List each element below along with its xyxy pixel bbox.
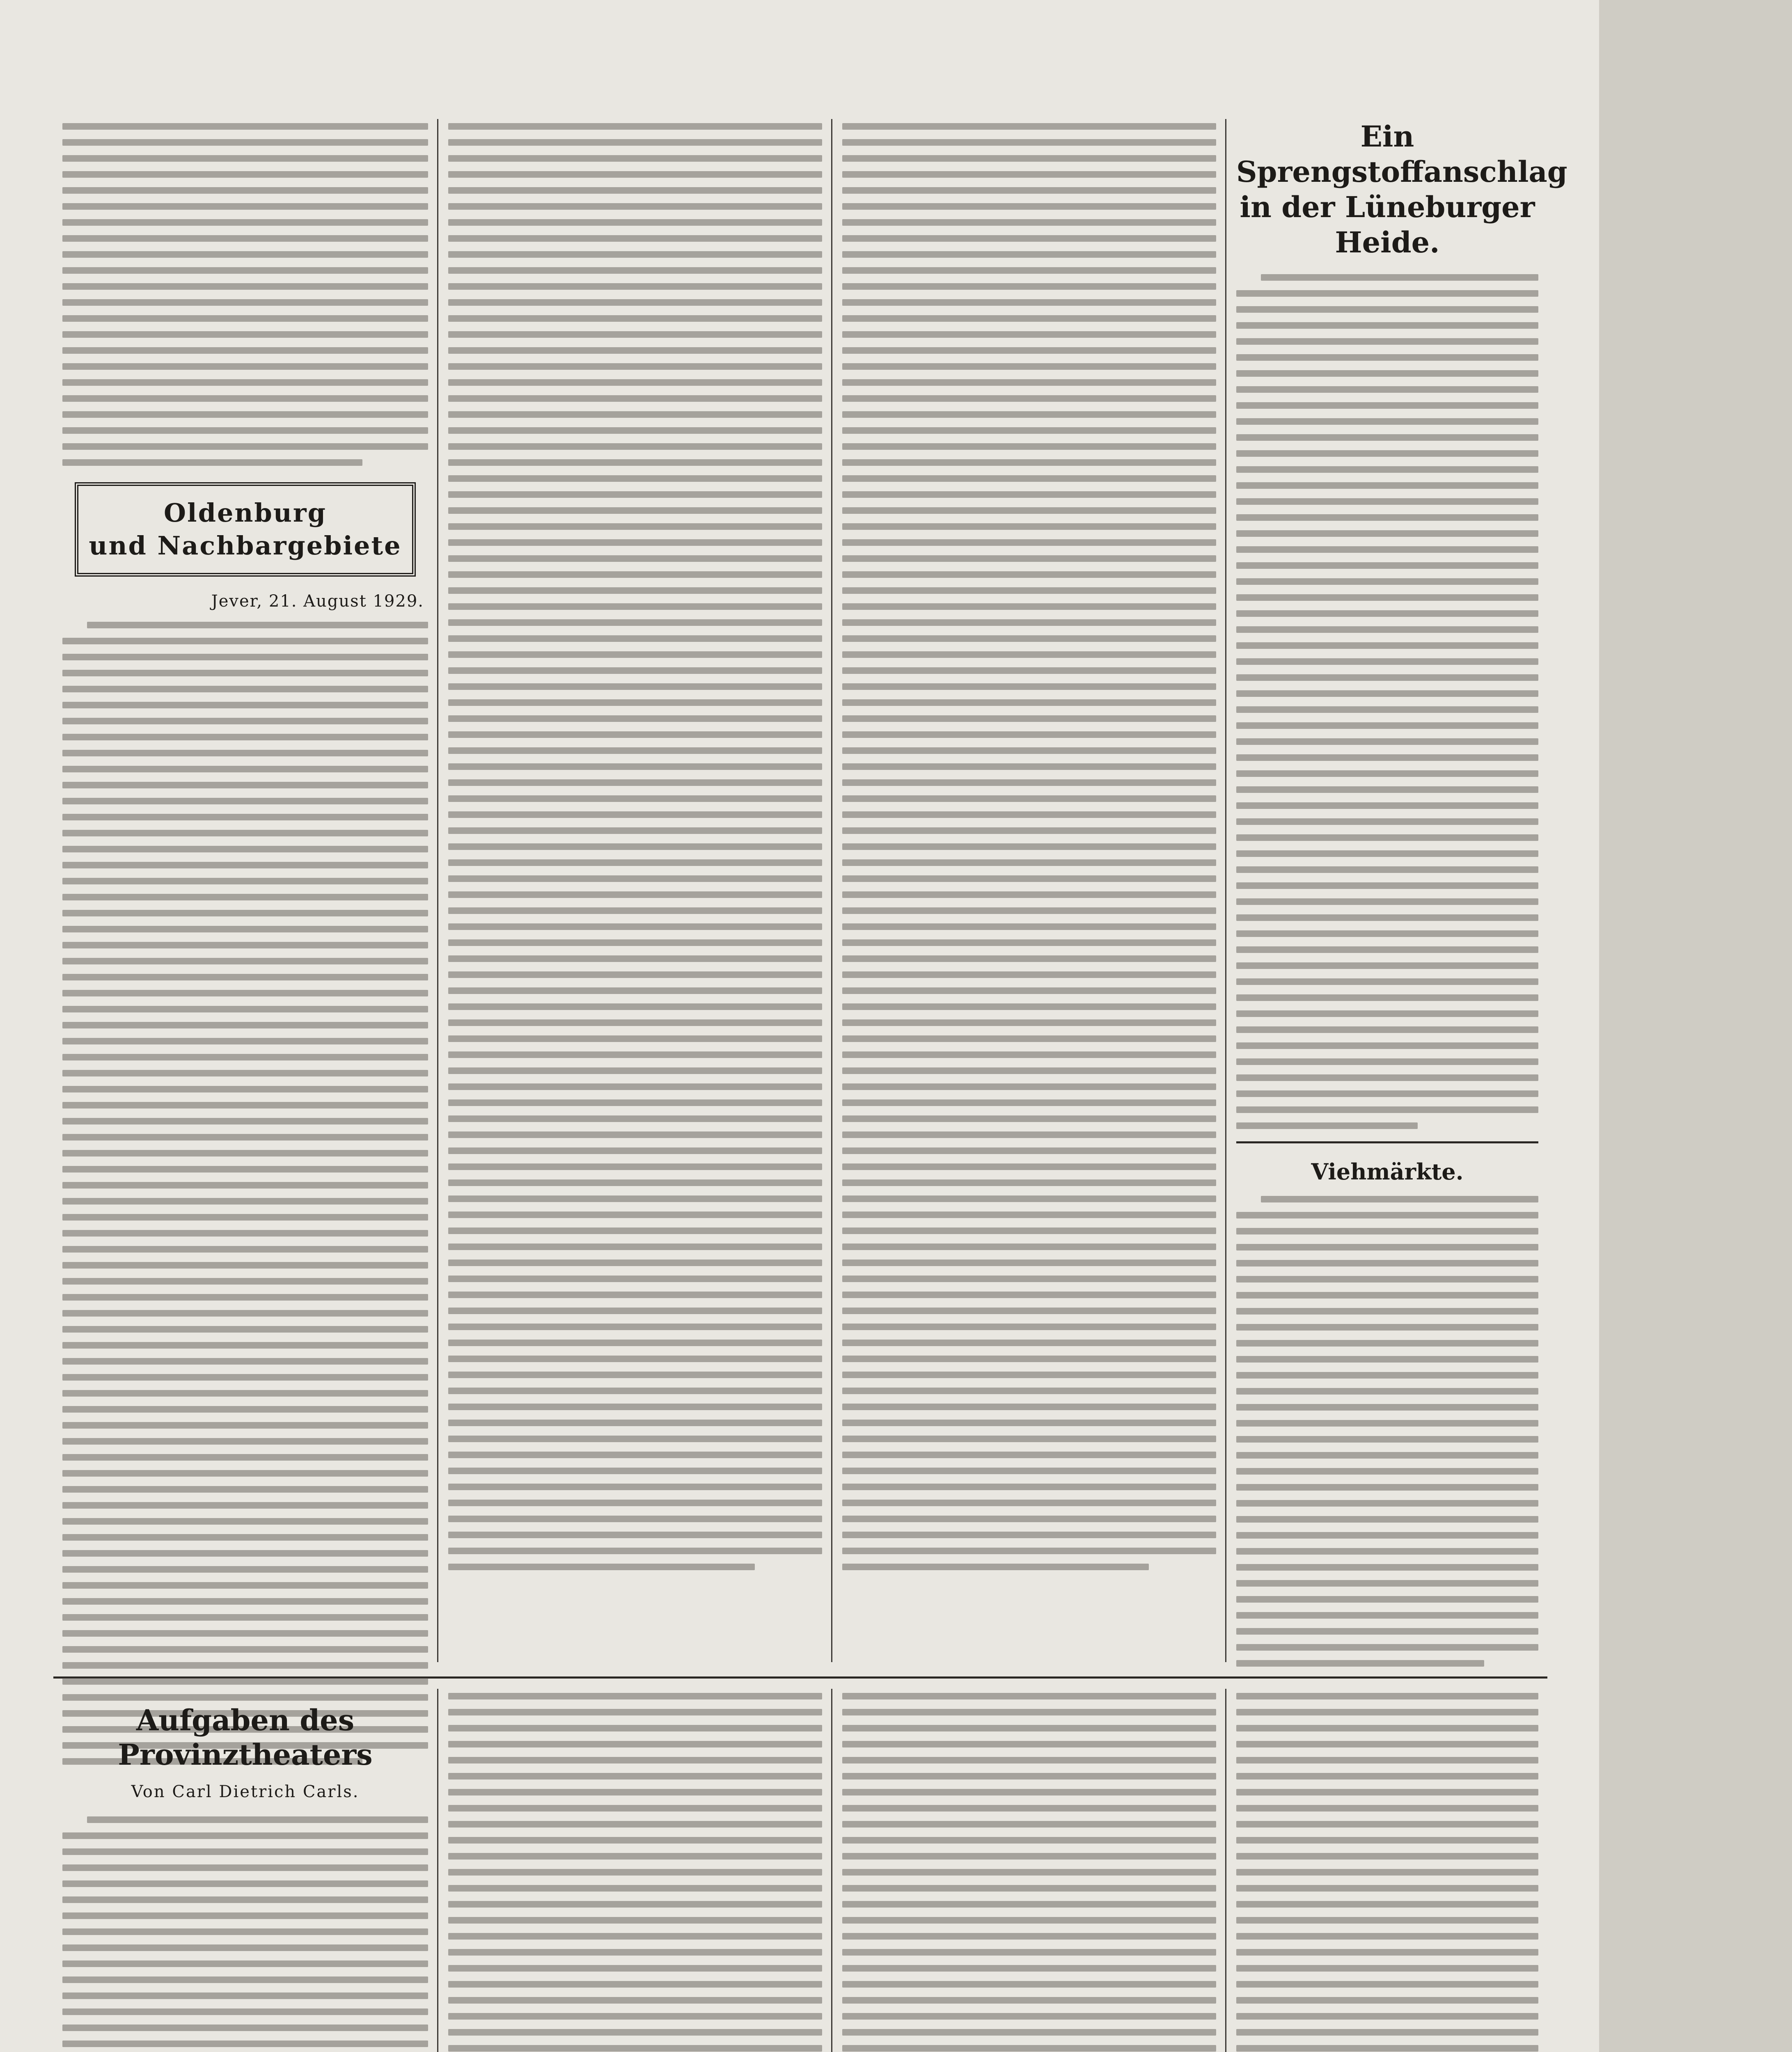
body-text-block xyxy=(448,1693,822,2052)
column-rule xyxy=(437,119,438,1662)
column-2 xyxy=(439,123,831,1580)
article-headline: Ein Sprengstoffanschlag in der Lüneburger Heide. xyxy=(1236,119,1567,259)
feature-title: Aufgaben des Provinztheaters xyxy=(118,1703,373,1772)
section-title-line2: und Nachbargebiete xyxy=(89,531,402,561)
markets-headline: Viehmärkte. xyxy=(1311,1159,1464,1185)
dateline: Jever, 21. August 1929. xyxy=(211,592,424,611)
body-text-block xyxy=(1236,274,1538,1129)
column-rule xyxy=(437,1689,438,2052)
feature-column-4 xyxy=(1227,1693,1547,2052)
section-divider xyxy=(1236,1141,1538,1143)
column-rule xyxy=(831,119,832,1662)
column-rule xyxy=(831,1689,832,2052)
section-title-line1: Oldenburg xyxy=(164,498,327,528)
section-header-box xyxy=(75,482,416,577)
column-rule xyxy=(1225,1689,1226,2052)
newspaper-page xyxy=(53,94,1567,2052)
column-3 xyxy=(833,123,1225,1580)
column-4 xyxy=(1227,111,1567,1676)
body-text-block xyxy=(1236,1196,1538,1667)
body-text-block xyxy=(842,1693,1216,2052)
body-text-block xyxy=(62,622,428,1765)
feature-byline: Von Carl Dietrich Carls. xyxy=(131,1782,360,1801)
column-1 xyxy=(53,123,437,1774)
feature-column-3 xyxy=(833,1693,1225,2052)
body-text-block xyxy=(62,123,428,466)
body-text-block xyxy=(1236,1693,1538,2052)
feature-column-2 xyxy=(439,1693,831,2052)
body-text-block xyxy=(448,123,822,1570)
feature-column-1 xyxy=(53,1687,437,2052)
column-rule xyxy=(1225,119,1226,1662)
body-text-block xyxy=(842,123,1216,1570)
scan-background-edge xyxy=(1599,0,1792,2052)
body-text-block xyxy=(62,1816,428,2052)
